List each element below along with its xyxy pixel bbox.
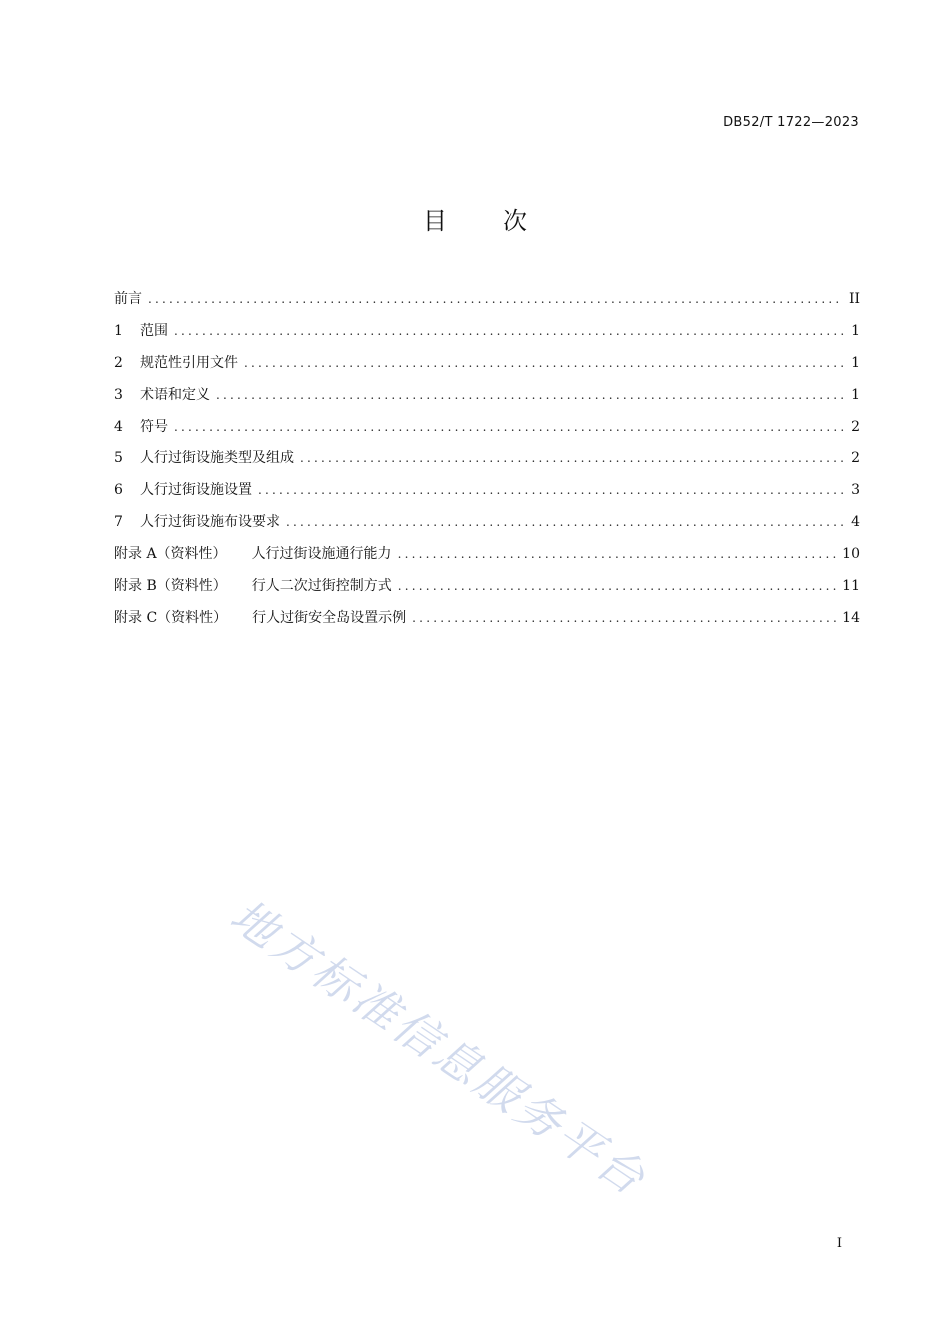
toc-entry-label: 人行过街设施设置 [140,482,252,499]
toc-entry-annex-number: 附录 B（资料性） [114,578,227,595]
toc-entry-section-7[interactable] [114,511,860,543]
leader-dots [398,579,836,593]
leader-dots [412,611,836,625]
toc-entry-annex-a[interactable] [114,543,860,575]
toc-entry-label: 术语和定义 [140,386,210,403]
toc-entry-page: 1 [851,354,860,371]
toc-entry-label: 人行过街设施布设要求 [140,514,280,531]
table-of-contents [114,288,860,639]
toc-entry-number: 3 [114,386,123,403]
toc-entry-section-6[interactable] [114,479,860,511]
leader-dots [244,356,845,370]
toc-entry-number: 7 [114,514,123,531]
toc-entry-number: 5 [114,450,123,467]
toc-entry-section-3[interactable] [114,384,860,416]
toc-entry-page: II [848,291,860,307]
toc-entry-foreword[interactable] [114,288,860,320]
leader-dots [286,515,845,529]
toc-entry-page: 10 [842,546,860,563]
toc-entry-label: 人行过街设施类型及组成 [140,450,294,467]
toc-entry-number: 4 [114,418,123,435]
toc-entry-annex-c[interactable] [114,607,860,639]
footer-page-number: I [836,1236,842,1251]
toc-entry-number: 2 [114,354,123,371]
toc-entry-number: 6 [114,482,123,499]
leader-dots [216,388,845,402]
page-title-char-2: 次 [503,207,527,235]
toc-entry-page: 4 [851,514,860,531]
leader-dots [174,420,845,434]
toc-entry-section-5[interactable] [114,447,860,479]
toc-entry-page: 2 [851,450,860,467]
toc-entry-number: 1 [114,322,123,339]
toc-entry-label: 行人二次过街控制方式 [251,578,392,595]
standard-code: DB52/T 1722—2023 [723,115,859,130]
toc-entry-page: 11 [842,578,860,595]
leader-dots [148,292,843,306]
toc-entry-label: 前言 [114,291,142,307]
page-title [0,201,950,236]
toc-entry-label: 行人过街安全岛设置示例 [252,609,407,626]
toc-entry-page: 3 [851,482,860,499]
toc-entry-page: 1 [851,386,860,403]
toc-entry-annex-number: 附录 A（资料性） [114,546,227,563]
watermark: 地方标准信息服务平台 [220,888,657,1207]
toc-entry-label: 人行过街设施通行能力 [251,546,392,563]
leader-dots [398,547,837,561]
leader-dots [300,451,845,465]
toc-entry-annex-b[interactable] [114,575,860,607]
toc-entry-section-1[interactable] [114,320,860,352]
toc-entry-label: 符号 [140,418,168,435]
toc-entry-page: 14 [842,609,860,626]
toc-entry-page: 2 [851,418,860,435]
toc-entry-label: 范围 [140,322,168,339]
toc-entry-page: 1 [851,322,860,339]
toc-entry-annex-number: 附录 C（资料性） [114,609,228,626]
page-title-char-1: 目 [423,207,447,235]
leader-dots [258,483,845,497]
toc-entry-section-4[interactable] [114,416,860,448]
toc-entry-section-2[interactable] [114,352,860,384]
toc-entry-label: 规范性引用文件 [140,354,238,371]
leader-dots [174,324,845,338]
